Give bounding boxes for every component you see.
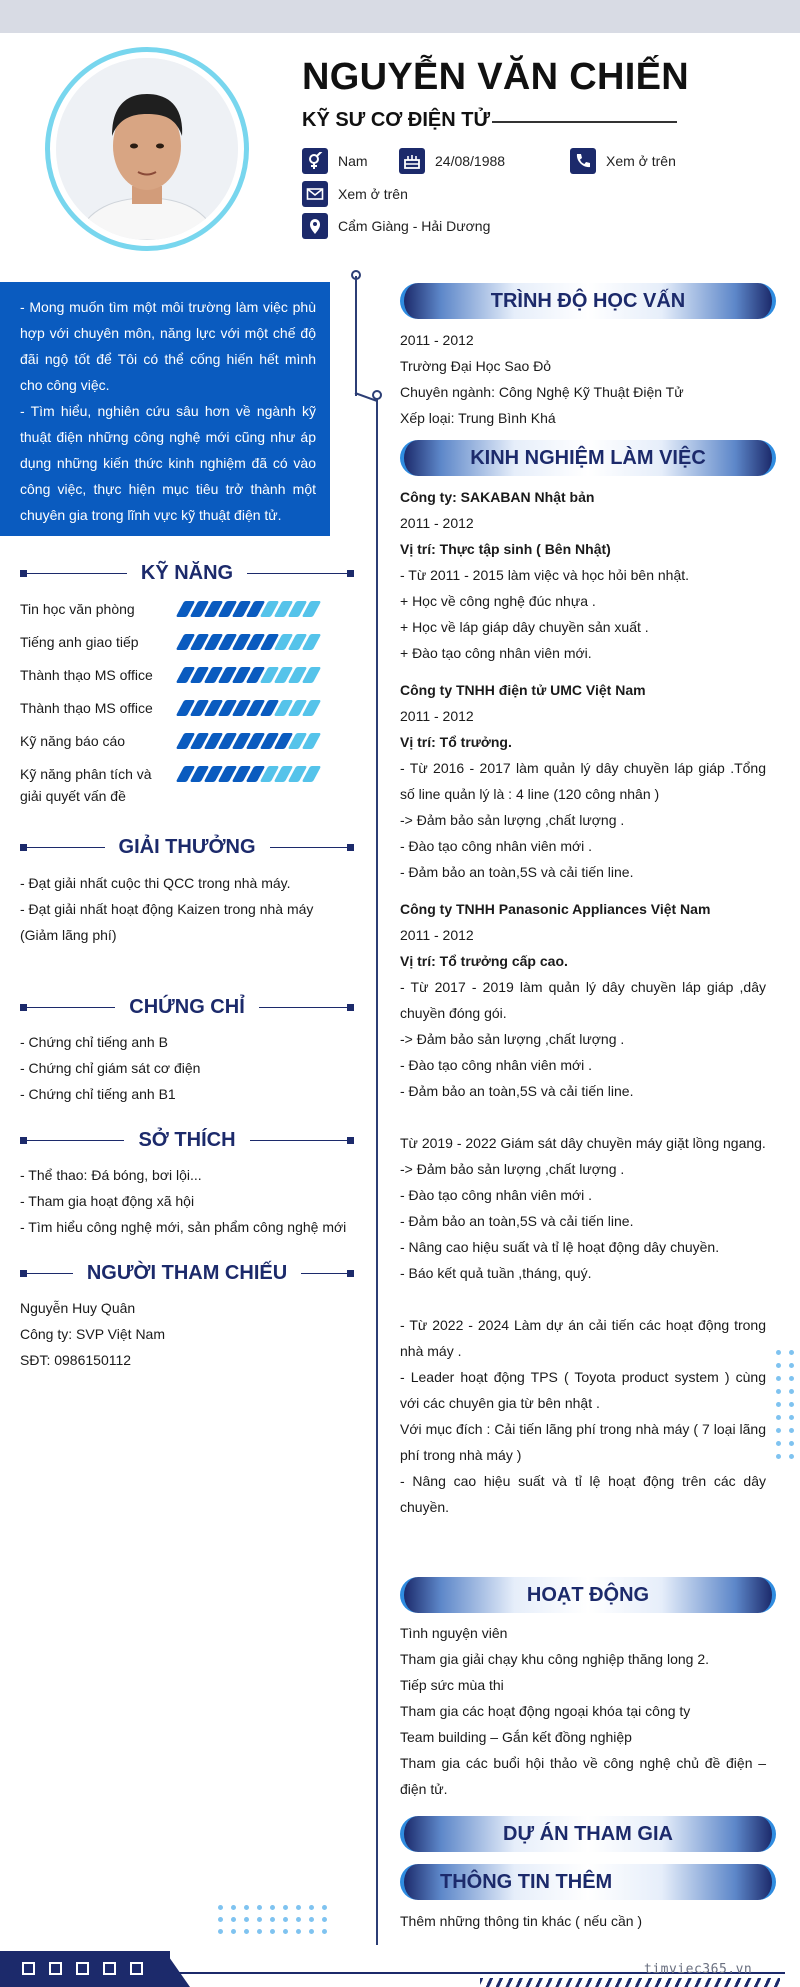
skill-rating [180,733,320,749]
skill-rating [180,766,320,782]
experience-job-2 [400,677,766,885]
objective-paragraph-2: - Tìm hiểu, nghiên cứu sâu hơn về ngành kỹ thuật điện những công nghệ mới cũng như áp dụng những kiến thức kinh nghiệm đã có vào công việc, thực hiện mục tiêu trở thành một chuyên gia trong lĩnh vực kỹ thuật điện tử. [20,403,316,523]
education-grade: Xếp loại: Trung Bình Khá [400,410,556,426]
career-objective [0,282,330,536]
skill-rating [180,634,320,650]
watermark: timviec365.vn [644,1962,753,1977]
activities-list [400,1620,766,1802]
skill-label: Kỹ năng báo cáo [20,733,126,749]
skill-label: Tin học văn phòng [20,601,135,617]
education-year: 2011 - 2012 [400,332,474,348]
experience-job-1 [400,484,766,666]
skill-label: Thành thạo MS office [20,667,153,683]
phone-icon [570,148,596,174]
education-section [400,327,766,431]
job-line: - Nâng cao hiệu suất và tỉ lệ hoạt động dây chuyền. [400,1239,720,1255]
certs-list [20,1029,355,1107]
objective-paragraph-1: - Mong muốn tìm một môi trường làm việc phù hợp với chuyên môn, năng lực với một chế độ đãi ngộ tốt để Tôi có thể cống hiến hết mình cho công việc. [20,299,316,393]
job-role: Vị trí: Tổ trưởng. [400,734,512,750]
projects-banner: DỰ ÁN THAM GIA [400,1816,776,1852]
skill-row [20,664,350,686]
skill-rating [180,667,320,683]
education-banner: TRÌNH ĐỘ HỌC VẤN [400,283,776,319]
job-line: - Báo kết quả tuần ,tháng, quý. [400,1265,592,1281]
job-line: - Từ 2022 - 2024 Làm dự án cải tiến các hoạt động trong nhà máy . [400,1317,766,1359]
skill-row [20,730,350,752]
full-name: NGUYỄN VĂN CHIẾN [302,56,689,98]
phone-info [570,148,676,174]
hobby-item: - Thể thao: Đá bóng, bơi lội... [20,1167,202,1183]
job-line: + Học về láp giáp dây chuyền sản xuất . [400,619,649,635]
award-item: - Đạt giải nhất cuộc thi QCC trong nhà máy. [20,875,291,891]
job-line: - Từ 2017 - 2019 làm quản lý dây chuyền láp giáp ,dây chuyền đóng gói. [400,979,766,1021]
cert-item: - Chứng chỉ tiếng anh B1 [20,1086,176,1102]
skill-rating [180,601,320,617]
birthday-info [399,148,505,174]
more-info-banner: THÔNG TIN THÊM [400,1864,776,1900]
gender-icon [302,148,328,174]
job-line: - Đào tạo công nhân viên mới . [400,1057,593,1073]
job-company: Công ty TNHH điện tử UMC Việt Nam [400,682,646,698]
email-text: Xem ở trên [338,186,408,202]
job-line: -> Đảm bảo sản lượng ,chất lượng . [400,812,625,828]
footer-square-icon [76,1962,89,1975]
job-company: Công ty TNHH Panasonic Appliances Việt Nam [400,901,711,917]
skills-heading: KỸ NĂNG [20,560,354,586]
job-role: Vị trí: Tổ trưởng cấp cao. [400,953,568,969]
activity-item: Tình nguyện viên [400,1625,508,1641]
certs-heading: CHỨNG CHỈ [20,994,354,1020]
cake-icon [399,148,425,174]
title-divider [492,121,677,123]
job-line: - Leader hoạt động TPS ( Toyota product system ) cùng với các chuyên gia từ bên nhật . [400,1369,766,1411]
email-info [302,181,408,207]
job-line: + Đào tạo công nhân viên mới. [400,645,592,661]
decor-dots-bottom [218,1905,327,1934]
skill-rating [180,700,320,716]
awards-list [20,870,355,948]
education-major: Chuyên ngành: Công Nghệ Kỹ Thuật Điện Tử [400,384,684,400]
hobbies-list [20,1162,355,1240]
timeline-line-main [376,398,378,1945]
footer-square-icon [103,1962,116,1975]
skill-row [20,598,350,620]
skill-row [20,631,350,653]
job-line: + Học về công nghệ đúc nhựa . [400,593,596,609]
footer-stripes [480,1978,780,1987]
job-line: Từ 2019 - 2022 Giám sát dây chuyền máy giặt lồng ngang. [400,1135,766,1151]
job-line: - Từ 2016 - 2017 làm quản lý dây chuyền láp giáp .Tổng số line quản lý là : 4 line (120 công nhân ) [400,760,766,802]
award-item: - Đạt giải nhất hoạt động Kaizen trong nhà máy (Giảm lãng phí) [20,901,314,943]
reference-company: Công ty: SVP Việt Nam [20,1326,165,1342]
top-band [0,0,800,33]
activities-banner: HOẠT ĐỘNG [400,1577,776,1613]
job-line: -> Đảm bảo sản lượng ,chất lượng . [400,1161,625,1177]
activity-item: Tham gia các buổi hội thảo về công nghệ chủ đề điện – điện tử. [400,1755,766,1797]
job-year: 2011 - 2012 [400,708,474,724]
skill-label: Kỹ năng phân tích và giải quyết vấn đề [20,766,152,804]
job-line: - Đảm bảo an toàn,5S và cải tiến line. [400,1083,634,1099]
address-info [302,213,490,239]
footer-square-icon [49,1962,62,1975]
location-pin-icon [302,213,328,239]
job-line: - Đào tạo công nhân viên mới . [400,1187,593,1203]
job-line: - Nâng cao hiệu suất và tỉ lệ hoạt động trên các dây chuyền. [400,1473,766,1515]
activity-item: Tham gia các hoạt động ngoại khóa tại công ty [400,1703,691,1719]
activity-item: Team building – Gắn kết đồng nghiệp [400,1729,632,1745]
timeline-line [355,276,357,396]
reference-name: Nguyễn Huy Quân [20,1300,136,1316]
mail-icon [302,181,328,207]
cert-item: - Chứng chỉ tiếng anh B [20,1034,168,1050]
job-line: - Từ 2011 - 2015 làm việc và học hỏi bên nhật. [400,567,690,583]
avatar-photo [56,58,238,240]
more-info-text: Thêm những thông tin khác ( nếu cần ) [400,1913,643,1929]
job-line: -> Đảm bảo sản lượng ,chất lượng . [400,1031,625,1047]
awards-heading: GIẢI THƯỞNG [20,834,354,860]
job-role: Vị trí: Thực tập sinh ( Bên Nhật) [400,541,611,557]
skill-label: Tiếng anh giao tiếp [20,634,139,650]
job-company: Công ty: SAKABAN Nhật bản [400,489,595,505]
references-heading: NGƯỜI THAM CHIẾU [20,1260,354,1286]
activity-item: Tiếp sức mùa thi [400,1677,504,1693]
education-school: Trường Đại Học Sao Đỏ [400,358,552,374]
phone-text: Xem ở trên [606,153,676,169]
experience-banner: KINH NGHIỆM LÀM VIỆC [400,440,776,476]
hobbies-heading: SỞ THÍCH [20,1127,354,1153]
skill-label: Thành thạo MS office [20,700,153,716]
gender-info [302,148,368,174]
cert-item: - Chứng chỉ giám sát cơ điện [20,1060,201,1076]
job-line: - Đảm bảo an toàn,5S và cải tiến line. [400,864,634,880]
footer-square-icon [130,1962,143,1975]
hobby-item: - Tìm hiểu công nghệ mới, sản phẩm công nghệ mới [20,1219,347,1235]
experience-job-3 [400,896,766,1520]
references-list [20,1295,355,1373]
job-year: 2011 - 2012 [400,927,474,943]
skill-row [20,763,350,807]
job-line: - Đào tạo công nhân viên mới . [400,838,593,854]
hobby-item: - Tham gia hoạt động xã hội [20,1193,195,1209]
decor-dots-right [776,1350,794,1459]
job-year: 2011 - 2012 [400,515,474,531]
birthday-text: 24/08/1988 [435,153,506,169]
job-line: Với mục đích : Cải tiến lãng phí trong nhà máy ( 7 loại lãng phí trong nhà máy ) [400,1421,766,1463]
job-line: - Đảm bảo an toàn,5S và cải tiến line. [400,1213,634,1229]
gender-text: Nam [338,153,368,169]
reference-phone: SĐT: 0986150112 [20,1352,132,1368]
job-title: KỸ SƯ CƠ ĐIỆN TỬ [302,109,491,131]
avatar [45,47,249,251]
address-text: Cẩm Giàng - Hải Dương [338,218,491,234]
activity-item: Tham gia giải chạy khu công nghiệp thăng long 2. [400,1651,709,1667]
skill-row [20,697,350,719]
footer-square-icon [22,1962,35,1975]
